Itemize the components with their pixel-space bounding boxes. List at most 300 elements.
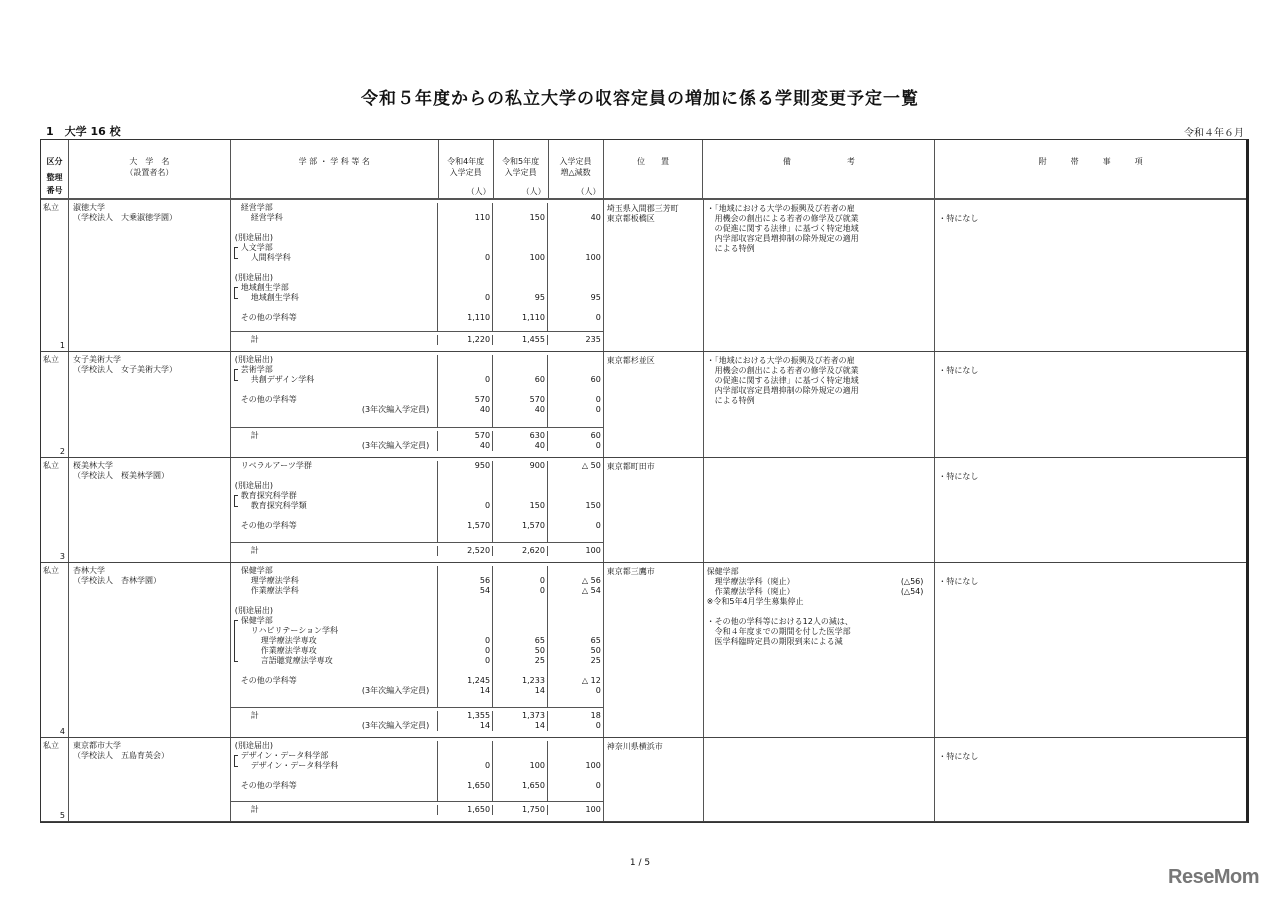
diff-value (548, 596, 603, 606)
department-row (231, 711, 603, 721)
diff-value (548, 471, 603, 481)
diff-value: 0 (595, 721, 601, 730)
r5-value: 1,750 (493, 805, 548, 815)
diff-value (548, 511, 603, 521)
diff-value (548, 385, 603, 395)
diff-value (548, 243, 603, 253)
header-biko: 備 考 (703, 140, 935, 198)
department-row (231, 586, 603, 596)
r5-value (493, 771, 548, 781)
r4-value: 56 (438, 576, 493, 586)
filler-cell (493, 696, 548, 707)
owner-name: （学校法人 杏林学園） (72, 576, 161, 585)
header-r4 (439, 140, 494, 198)
r4-value (438, 303, 493, 313)
diff-value (548, 203, 603, 213)
bracket-mark (234, 761, 238, 767)
kubun-label: 私立 (43, 355, 59, 364)
department-name: その他の学科等 (240, 395, 297, 404)
diff-value: 0 (595, 781, 601, 790)
department-row (231, 781, 603, 791)
owner-name: （学校法人 桜美林学園） (72, 471, 169, 480)
department-name: リベラルアーツ学群 (240, 461, 312, 470)
r5-value (493, 223, 548, 233)
total-section (231, 801, 603, 821)
serial-number: 3 (59, 552, 65, 561)
department-row (231, 365, 603, 375)
department-label-cell (231, 431, 438, 441)
r4-value (438, 471, 493, 481)
remark-text: ・その他の学科等における12人の減は、 令和４年度までの期間を付した医学部 医学科臨時定員の期限到来による減 (706, 617, 853, 646)
remark-text: 作業療法学科（廃止） (706, 587, 795, 596)
kubun-cell (41, 738, 69, 821)
filler-cell (438, 531, 493, 542)
r4-value (438, 263, 493, 273)
department-name: 理学療法学科 (250, 576, 299, 585)
location-cell: 東京都三鷹市 (604, 563, 704, 737)
diff-value (548, 283, 603, 293)
filler-cell (231, 323, 438, 331)
r5-value (493, 233, 548, 243)
r5-value (493, 491, 548, 501)
r4-value (438, 741, 493, 751)
diff-value: 0 (595, 313, 601, 322)
diff-value: 235 (585, 335, 601, 344)
r5-value (493, 283, 548, 293)
department-name: リハビリテーション学科 (250, 626, 339, 635)
bracket-mark (234, 636, 238, 646)
location-cell: 埼玉県入間郡三芳町 東京都板橋区 (604, 200, 704, 351)
remarks-cell (704, 563, 936, 737)
department-name: 人間科学科 (250, 253, 291, 262)
r4-value: 950 (438, 461, 493, 471)
r4-value: 2,520 (438, 546, 493, 556)
r5-value (493, 263, 548, 273)
diff-value: △ 12 (581, 676, 601, 685)
department-name: 経営学部 (240, 203, 273, 212)
department-name: 地域創生学科 (250, 293, 299, 302)
department-name: 計 (250, 546, 259, 555)
r4-value (438, 365, 493, 375)
page-number: 1 / 5 (629, 858, 651, 868)
r4-value: 0 (438, 501, 493, 511)
department-row (231, 431, 603, 441)
department-row (231, 481, 603, 491)
futai-text: ・特になし (938, 577, 979, 586)
department-label-cell (231, 636, 438, 646)
department-name: 作業療法学専攻 (260, 646, 317, 655)
department-cell (231, 563, 604, 737)
department-list (231, 200, 603, 331)
kubun-label: 私立 (43, 566, 59, 575)
r4-value (438, 385, 493, 395)
department-label-cell (231, 676, 438, 686)
university-cell (69, 738, 231, 821)
department-row (231, 501, 603, 511)
diff-value (548, 233, 603, 243)
department-label-cell (231, 805, 438, 815)
r4-value (438, 481, 493, 491)
department-label-cell (231, 385, 438, 395)
r5-value: 14 (493, 721, 548, 731)
header-futai: 附 帯 事 項 (1038, 157, 1143, 166)
department-label-cell (231, 223, 438, 233)
r4-value (438, 771, 493, 781)
department-row (231, 253, 603, 263)
department-row (231, 441, 603, 451)
diff-value: 100 (585, 761, 601, 770)
remark-line (707, 617, 932, 647)
department-label-cell (231, 711, 438, 721)
diff-value (548, 273, 603, 283)
diff-value (548, 666, 603, 676)
transfer-label: (3年次編入学定員) (361, 405, 430, 414)
kubun-cell (41, 352, 69, 457)
department-label-cell (231, 781, 438, 791)
r5-value: 40 (493, 405, 548, 415)
kubun-label: 私立 (43, 741, 59, 750)
diff-value (548, 616, 603, 626)
department-label-cell (231, 666, 438, 676)
department-name: 芸術学部 (240, 365, 273, 374)
header-seiri-label: 整理 (46, 173, 63, 182)
r5-value (493, 751, 548, 761)
header-kubun-label: 区分 (46, 157, 63, 166)
diff-value (548, 263, 603, 273)
diff-value: 0 (595, 405, 601, 414)
r4-value (438, 566, 493, 576)
r5-value: 1,110 (493, 313, 548, 323)
department-row (231, 375, 603, 385)
r4-value (438, 243, 493, 253)
r5-value: 100 (493, 253, 548, 263)
total-section (231, 542, 603, 562)
filler-cell (548, 791, 603, 801)
location-cell: 神奈川県横浜市 (604, 738, 704, 821)
department-row (231, 676, 603, 686)
diff-value: 25 (590, 656, 601, 665)
r4-value: 110 (438, 213, 493, 223)
r4-value (438, 203, 493, 213)
r5-value: 1,233 (493, 676, 548, 686)
diff-value: 0 (595, 686, 601, 695)
r4-value: 40 (438, 441, 493, 451)
remark-line (707, 587, 932, 597)
header-daigaku-label: 大 学 名 (129, 157, 170, 166)
diff-value (548, 481, 603, 491)
r4-value: 0 (438, 646, 493, 656)
diff-value: 100 (585, 805, 601, 814)
r4-value (438, 511, 493, 521)
document-date: 令和４年６月 (1184, 128, 1244, 139)
department-row (231, 761, 603, 771)
r5-value (493, 741, 548, 751)
department-cell (231, 200, 604, 351)
department-list (231, 352, 603, 427)
department-list (231, 738, 603, 801)
table-body (41, 200, 1246, 822)
department-cell (231, 458, 604, 562)
futai-text: ・特になし (938, 214, 979, 223)
department-label-cell (231, 686, 438, 696)
department-label-cell (231, 405, 438, 415)
department-row (231, 283, 603, 293)
department-name: 計 (250, 805, 259, 814)
department-label-cell (231, 491, 438, 501)
department-name: デザイン・データ科学部 (240, 751, 329, 760)
futai-cell (935, 738, 1246, 821)
remark-line (707, 567, 932, 577)
department-row (231, 335, 603, 345)
department-name: (別途届出) (234, 233, 274, 242)
department-label-cell (231, 721, 438, 731)
diff-value (548, 741, 603, 751)
section-heading: 1 大学 16 校 (46, 125, 121, 138)
remark-value: (△56) (900, 577, 924, 586)
r5-value: 630 (493, 431, 548, 441)
diff-value: 95 (590, 293, 601, 302)
department-row (231, 355, 603, 365)
remark-line (707, 607, 932, 617)
kubun-cell (41, 458, 69, 562)
department-row (231, 273, 603, 283)
header-daigaku (69, 140, 231, 198)
diff-value (548, 751, 603, 761)
filler-cell (438, 415, 493, 427)
r5-value: 1,650 (493, 781, 548, 791)
r5-value (493, 511, 548, 521)
filler-cell (548, 696, 603, 707)
spacer-row (231, 511, 603, 521)
r5-value: 100 (493, 761, 548, 771)
diff-value: △ 50 (581, 461, 601, 470)
department-row (231, 461, 603, 471)
department-label-cell (231, 335, 438, 345)
r4-value (438, 223, 493, 233)
department-row (231, 741, 603, 751)
department-label-cell (231, 355, 438, 365)
r4-value: 1,650 (438, 781, 493, 791)
r5-value (493, 273, 548, 283)
remark-text: 理学療法学科（廃止） (706, 577, 795, 586)
resemom-logo: ReseMom (1168, 866, 1259, 888)
r4-value (438, 491, 493, 501)
r4-value (438, 283, 493, 293)
department-label-cell (231, 293, 438, 303)
department-label-cell (231, 596, 438, 606)
header-kubun (41, 140, 69, 198)
department-name: 計 (250, 431, 259, 440)
department-name: 教育探究科学群 (240, 491, 297, 500)
diff-value: 18 (590, 711, 601, 720)
r5-value: 95 (493, 293, 548, 303)
university-cell (69, 352, 231, 457)
r5-value: 900 (493, 461, 548, 471)
spacer-row (231, 223, 603, 233)
department-name: 共創デザイン学科 (250, 375, 315, 384)
r4-value (438, 616, 493, 626)
header-r5-unit: （人） (521, 187, 546, 196)
table-header (41, 140, 1246, 200)
r5-value (493, 566, 548, 576)
r4-value: 1,355 (438, 711, 493, 721)
header-bango-label: 番号 (46, 186, 63, 195)
filler-cell (493, 415, 548, 427)
header-r5-label: 令和5年度 入学定員 (502, 157, 540, 177)
department-row (231, 293, 603, 303)
r4-value: 14 (438, 686, 493, 696)
futai-cell (935, 200, 1246, 351)
r4-value (438, 233, 493, 243)
department-label-cell (231, 303, 438, 313)
owner-name: （学校法人 女子美術大学） (72, 365, 177, 374)
filler-row (231, 696, 603, 707)
header-r5 (494, 140, 549, 198)
serial-number: 2 (59, 447, 65, 456)
diff-value (548, 566, 603, 576)
diff-value: △ 54 (581, 586, 601, 595)
r5-value (493, 471, 548, 481)
department-label-cell (231, 365, 438, 375)
department-row (231, 576, 603, 586)
r5-value: 1,570 (493, 521, 548, 531)
department-label-cell (231, 313, 438, 323)
remarks-cell (704, 352, 936, 457)
remark-text: 保健学部 (706, 567, 739, 576)
header-diff-unit: （人） (576, 187, 601, 196)
bracket-mark (234, 375, 238, 381)
university-name: 女子美術大学 (72, 355, 121, 364)
department-label-cell (231, 233, 438, 243)
spacer-row (231, 385, 603, 395)
remark-line (707, 356, 932, 406)
r5-value (493, 666, 548, 676)
serial-number: 1 (59, 341, 65, 350)
r5-value: 150 (493, 213, 548, 223)
r5-value: 60 (493, 375, 548, 385)
r4-value: 0 (438, 636, 493, 646)
department-name: 保健学部 (240, 616, 273, 625)
department-label-cell (231, 243, 438, 253)
university-name: 東京都市大学 (72, 741, 121, 750)
department-label-cell (231, 626, 438, 636)
spacer-row (231, 471, 603, 481)
remark-value: (△54) (900, 587, 924, 596)
r4-value: 40 (438, 405, 493, 415)
r5-value (493, 596, 548, 606)
remark-text: ・「地域における大学の振興及び若者の雇 用機会の創出による若者の修学及び就業 の促進に関する法律」に基づく特定地域 内学部収容定員増抑制の除外規定の適用 による特例 (706, 204, 859, 253)
spacer-row (231, 666, 603, 676)
r5-value: 1,373 (493, 711, 548, 721)
serial-number: 4 (59, 727, 65, 736)
total-section (231, 707, 603, 737)
department-name: (別途届出) (234, 481, 274, 490)
diff-value (548, 626, 603, 636)
diff-value: △ 56 (581, 576, 601, 585)
r4-value: 0 (438, 761, 493, 771)
diff-value: 50 (590, 646, 601, 655)
r5-value (493, 626, 548, 636)
transfer-label: (3年次編入学定員) (361, 441, 430, 450)
bracket-mark (234, 656, 238, 662)
department-row (231, 646, 603, 656)
department-row (231, 686, 603, 696)
r5-value: 150 (493, 501, 548, 511)
filler-cell (438, 791, 493, 801)
department-name: その他の学科等 (240, 676, 297, 685)
r4-value: 0 (438, 253, 493, 263)
r5-value (493, 303, 548, 313)
remark-text: ※令和5年4月学生募集停止 (706, 597, 804, 606)
futai-text: ・特になし (938, 472, 979, 481)
department-row (231, 243, 603, 253)
remark-text: ・「地域における大学の振興及び若者の雇 用機会の創出による若者の修学及び就業 の促進に関する法律」に基づく特定地域 内学部収容定員増抑制の除外規定の適用 による特例 (706, 356, 859, 405)
department-row (231, 626, 603, 636)
r4-value (438, 606, 493, 616)
department-label-cell (231, 741, 438, 751)
diff-value: 60 (590, 431, 601, 440)
r4-value: 0 (438, 656, 493, 666)
department-label-cell (231, 253, 438, 263)
r5-value (493, 606, 548, 616)
university-name: 杏林大学 (72, 566, 105, 575)
header-r4-unit: （人） (466, 187, 491, 196)
department-name: (別途届出) (234, 741, 274, 750)
department-name: デザイン・データ科学科 (250, 761, 339, 770)
owner-name: （学校法人 大乗淑徳学園） (72, 213, 177, 222)
department-name: 計 (250, 711, 259, 720)
diff-value: 100 (585, 546, 601, 555)
kubun-label: 私立 (43, 461, 59, 470)
university-block (41, 458, 1246, 563)
university-table (40, 139, 1249, 823)
r5-value (493, 481, 548, 491)
r4-value (438, 355, 493, 365)
r5-value (493, 616, 548, 626)
header-diff (549, 140, 604, 198)
department-label-cell (231, 441, 438, 451)
department-name: その他の学科等 (240, 313, 297, 322)
r4-value (438, 596, 493, 606)
diff-value (548, 771, 603, 781)
department-row (231, 233, 603, 243)
filler-row (231, 791, 603, 801)
department-row (231, 751, 603, 761)
department-label-cell (231, 283, 438, 293)
department-label-cell (231, 481, 438, 491)
diff-value: 0 (595, 441, 601, 450)
spacer-row (231, 263, 603, 273)
department-row (231, 566, 603, 576)
university-block (41, 200, 1246, 352)
department-row (231, 721, 603, 731)
r5-value: 50 (493, 646, 548, 656)
department-label-cell (231, 656, 438, 666)
department-label-cell (231, 751, 438, 761)
university-block (41, 563, 1246, 738)
department-label-cell (231, 263, 438, 273)
r5-value (493, 203, 548, 213)
department-name: 理学療法学専攻 (260, 636, 317, 645)
bracket-mark (234, 626, 238, 636)
r4-value: 54 (438, 586, 493, 596)
department-label-cell (231, 606, 438, 616)
remarks-cell (704, 458, 936, 562)
university-name: 桜美林大学 (72, 461, 113, 470)
diff-value: 0 (595, 521, 601, 530)
department-label-cell (231, 375, 438, 385)
department-name: 言語聴覚療法学専攻 (260, 656, 333, 665)
